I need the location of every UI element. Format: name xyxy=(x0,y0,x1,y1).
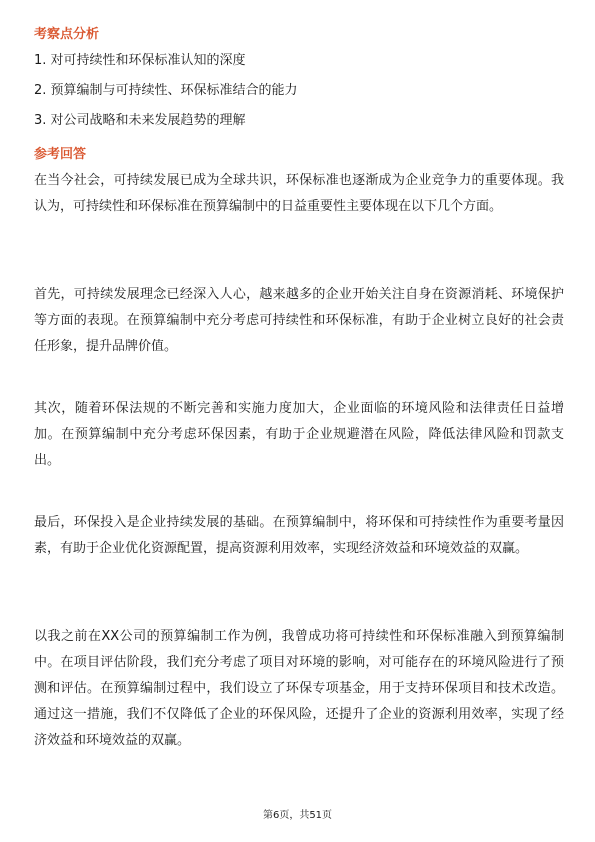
page-number: 第6页，共51页 xyxy=(262,810,333,821)
answer-paragraph-4: 最后，环保投入是企业持续发展的基础。在预算编制中，将环保和可持续性作为重要考量因素，有助于企业优化资源配置，提高资源利用效率，实现经济效益和环境效益的双赢。 xyxy=(34,515,564,556)
analysis-item-3: 3. 对公司战略和未来发展趋势的理解 xyxy=(34,113,246,128)
answer-paragraph-2: 首先，可持续发展理念已经深入人心，越来越多的企业开始关注自身在资源消耗、环境保护等方面的表现。在预算编制中充分考虑可持续性和环保标准，有助于企业树立良好的社会责任形象，提升品牌价值。 xyxy=(34,287,564,354)
analysis-heading: 考察点分析 xyxy=(34,27,100,42)
analysis-item-1: 1. 对可持续性和环保标准认知的深度 xyxy=(34,53,246,68)
answer-paragraph-1: 在当今社会，可持续发展已成为全球共识，环保标准也逐渐成为企业竞争力的重要体现。我认为，可持续性和环保标准在预算编制中的日益重要性主要体现在以下几个方面。 xyxy=(34,173,564,214)
answer-paragraph-3: 其次，随着环保法规的不断完善和实施力度加大，企业面临的环境风险和法律责任日益增加。在预算编制中充分考虑环保因素，有助于企业规避潜在风险，降低法律风险和罚款支出。 xyxy=(34,401,564,468)
analysis-item-2: 2. 预算编制与可持续性、环保标准结合的能力 xyxy=(34,83,298,98)
answer-heading: 参考回答 xyxy=(34,147,87,162)
answer-paragraph-5: 以我之前在XX公司的预算编制工作为例，我曾成功将可持续性和环保标准融入到预算编制中。在项目评估阶段，我们充分考虑了项目对环境的影响，对可能存在的环境风险进行了预测和评估。在预算编制过程中，我们设立了环保专项基金，用于支持环保项目和技术改造。通过这一措施，我们不仅降低了企业的环保风险，还提升了企业的资源利用效率，实现了经济效益和环境效益的双赢。 xyxy=(34,629,564,748)
